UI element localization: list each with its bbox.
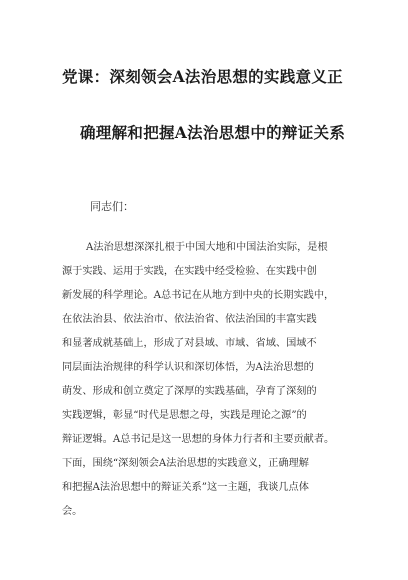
paragraph-line-7: 萌发、形成和创立奠定了深厚的实践基础，孕育了深刻的 xyxy=(62,386,317,397)
paragraph-line-11: 和把握A法治思想中的辩证关系”这一主题，我谈几点体 xyxy=(62,482,309,493)
paragraph-line-1: A法治思想深深扎根于中国大地和中国法治实际，是根 xyxy=(86,242,328,253)
paragraph-line-2: 源于实践、运用于实践，在实践中经受检验、在实践中创 xyxy=(62,266,317,277)
document-title-line-2: 确理解和把握A法治思想中的辩证关系 xyxy=(80,123,346,142)
paragraph-line-12: 会。 xyxy=(62,506,83,517)
paragraph-line-3: 新发展的科学理论。A总书记在从地方到中央的长期实践中， xyxy=(62,290,335,301)
document-title-line-1: 党课：深刻领会A法治思想的实践意义正 xyxy=(62,67,343,86)
paragraph-line-5: 和显著成就基础上，形成了对县域、市域、省域、国域不 xyxy=(62,338,317,349)
salutation: 同志们： xyxy=(90,200,134,213)
paragraph-line-10: 下面，围绕“深刻领会A法治思想的实践意义，正确理解 xyxy=(62,458,309,469)
paragraph-line-4: 在依法治县、依法治市、依法治省、依法治国的丰富实践 xyxy=(62,314,317,325)
paragraph-line-9: 辩证逻辑。A总书记是这一思想的身体力行者和主要贡献者。 xyxy=(62,434,335,445)
paragraph-line-8: 实践逻辑，彰显“时代是思想之母，实践是理论之源”的 xyxy=(62,410,307,421)
paragraph-line-6: 同层面法治规律的科学认识和深切体悟，为A法治思想的 xyxy=(62,362,314,373)
